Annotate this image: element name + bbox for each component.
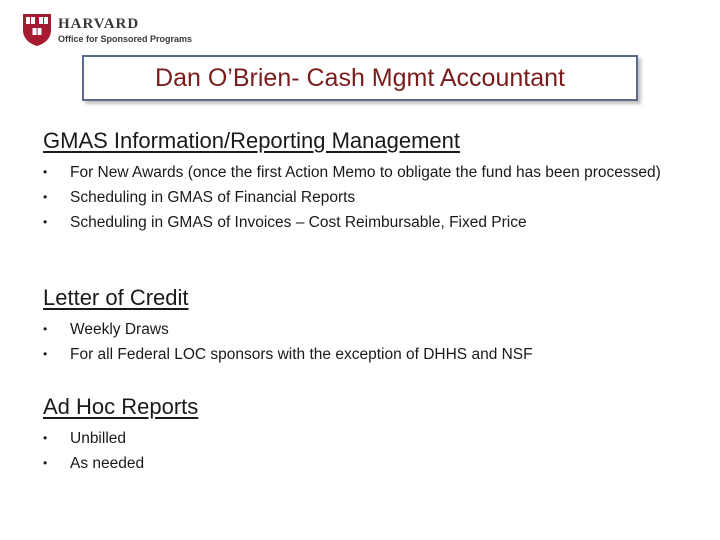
bullet-icon: • [43, 347, 48, 361]
list-item-text: Weekly Draws [70, 321, 169, 338]
list-item-text: Scheduling in GMAS of Invoices – Cost Reimbursable, Fixed Price [70, 214, 527, 231]
title-box [82, 55, 638, 101]
bullet-list-adhoc [43, 426, 683, 476]
bullet-list-gmas [43, 160, 683, 235]
list-item [43, 426, 683, 451]
list-item [43, 210, 683, 235]
list-item [43, 342, 683, 367]
list-item-text: For New Awards (once the first Action Memo to obligate the fund has been processed) [70, 164, 661, 181]
page-title: Dan O’Brien- Cash Mgmt Accountant [155, 63, 565, 92]
section-letter-of-credit [43, 285, 683, 367]
list-item [43, 185, 683, 210]
bullet-icon: • [43, 190, 48, 204]
logo-name: HARVARD [58, 15, 140, 32]
list-item-text: For all Federal LOC sponsors with the exception of DHHS and NSF [70, 346, 533, 363]
bullet-icon: • [43, 322, 48, 336]
bullet-list-loc [43, 317, 683, 367]
bullet-icon: • [43, 215, 48, 229]
bullet-icon: • [43, 456, 48, 470]
section-heading-adhoc: Ad Hoc Reports [43, 394, 199, 419]
list-item [43, 317, 683, 342]
section-ad-hoc-reports [43, 394, 683, 476]
list-item-text: As needed [70, 455, 145, 472]
section-heading-gmas: GMAS Information/Reporting Management [43, 128, 460, 153]
bullet-icon: • [43, 165, 48, 179]
bullet-icon: • [43, 431, 48, 445]
list-item [43, 451, 683, 476]
list-item [43, 160, 683, 185]
harvard-shield-icon [22, 13, 52, 47]
section-gmas [43, 128, 683, 235]
list-item-text: Scheduling in GMAS of Financial Reports [70, 189, 356, 206]
list-item-text: Unbilled [70, 430, 127, 447]
section-heading-loc: Letter of Credit [43, 285, 189, 310]
logo-subtitle: Office for Sponsored Programs [58, 33, 193, 44]
harvard-logo [22, 13, 192, 47]
